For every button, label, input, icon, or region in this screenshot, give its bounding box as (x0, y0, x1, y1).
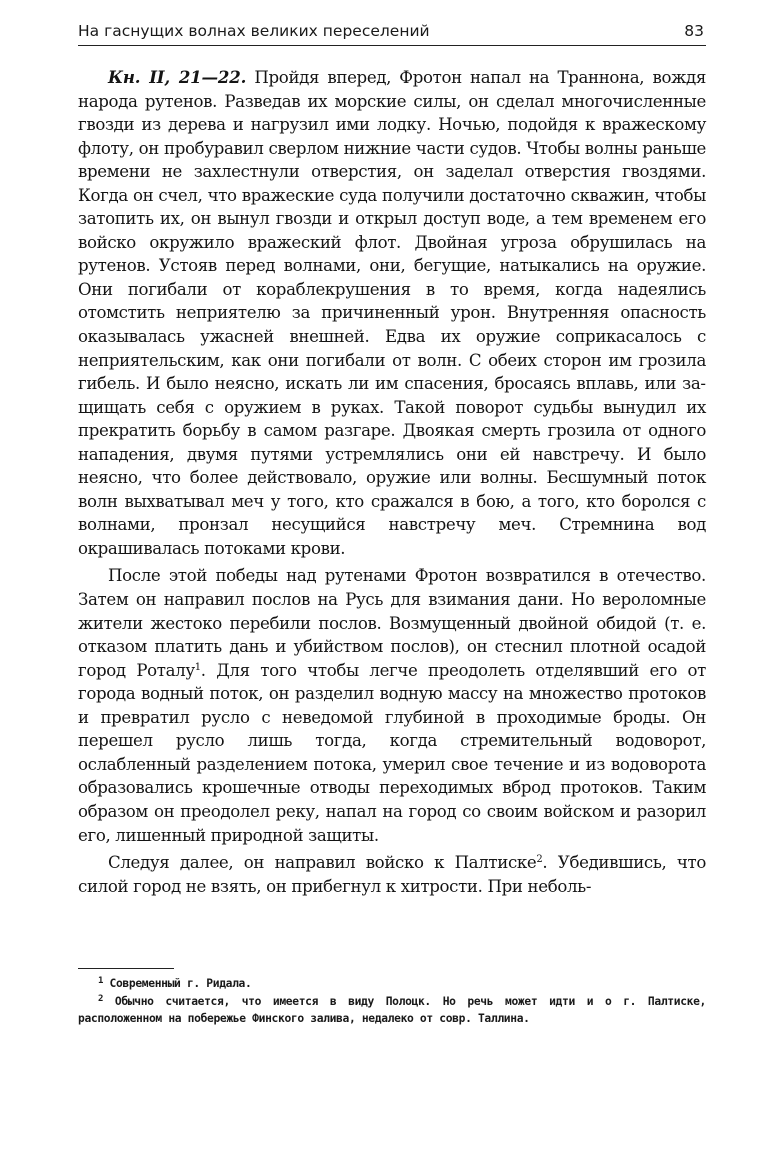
paragraph-2 (78, 564, 706, 847)
footnotes (78, 975, 706, 1028)
footnote-1-mark: 1 (98, 976, 104, 986)
paragraph-3 (78, 851, 706, 898)
footnote-ref-2: 2 (536, 854, 543, 866)
paragraph-3-text-b: . Убедившись, что силой город не взять, он прибегнул к хитрости. При неболь- (78, 853, 706, 896)
footnote-2 (78, 993, 706, 1028)
page-number: 83 (684, 22, 704, 40)
header-rule (78, 45, 706, 46)
paragraph-1 (78, 66, 706, 560)
footnote-1-text: Современный г. Ридала. (103, 977, 252, 990)
paragraph-2-text-b: . Для того чтобы легче преодолеть отделявший его от города водный поток, он разделил водную массу на множество протоков и превратил русло с неведомой глубиной в проходимые броды. Он перешел русло лишь тогда, когда стремительный водоворот, ослабленный разделением потока, умерил свое течение и из водоворота образовались крошечные отводы переходимых вброд протоков. Таким образом он преодолел реку, напал на город со своим войском и разорил его, лишенный природной защиты. (78, 660, 706, 845)
paragraph-1-text: Пройдя вперед, Фротон напал на Траннона, вождя народа рутенов. Разведав их морские силы, он сделал многочисленные гвозди из дерева и нагрузил ими лодку. Ночью, подойдя к вражескому флоту, он пробуравил сверлом нижние части судов. Чтобы волны раньше времени не захлестнули отверстия, он заделал отверстия гвоздями. Когда он счел, что вражеские суда получили достаточно скважин, чтобы затопить их, он вынул гвозди и открыл доступ воде, а тем временем его войско окружило вражеский флот. Двойная угроза обрушилась на рутенов. Устояв перед волнами, они, бегущие, натыкались на оружие. Они погибали от кораблекрушения в то время, когда надеялись отомстить неприятелю за причиненный урон. Внутренняя опасность оказывалась ужасней внешней. Едва их оружие соприкасалось с неприятельским, как они погибали от волн. С обеих сторон им грозила гибель. И было неясно, искать ли им спасения, бросаясь вплавь, или защищать себя с оружием в руках. Такой поворот судьбы вынудил их прекратить борьбу в самом разгаре. Двоякая смерть грозила от одного нападения, двумя путями устремлялись они ей навстречу. И было неясно, что более действовало, оружие или волны. Бесшумный поток волн выхватывал меч у того, кто сражался в бою, а того, кто боролся с волнами, пронзал несущийся навстречу меч. Стремнина вод окрашивалась потоками крови. (78, 68, 706, 558)
main-text (78, 66, 706, 898)
book-reference: Кн. II, 21—22. (108, 67, 247, 87)
running-title: На гаснущих волнах великих переселений (78, 22, 430, 40)
footnote-rule (78, 968, 174, 969)
paragraph-3-text-a: Следуя далее, он направил войско к Палтиске (108, 853, 537, 873)
footnote-2-mark: 2 (98, 993, 104, 1004)
paragraph-2-text-a: После этой победы над рутенами Фротон возвратился в отечество. Затем он направил послов на Русь для взимания дани. Но вероломные жители жестоко перебили послов. Возмущенный двойной обидой (т. е. отказом платить дань и убийством послов), он стеснил плотной осадой город Роталу (78, 566, 706, 680)
footnote-ref-1: 1 (194, 661, 201, 673)
footnote-1 (78, 975, 706, 993)
footnote-2-text: Обычно считается, что имеется в виду Полоцк. Но речь может идти и о г. Палтиске, расположенном на побережье Финского залива, недалеко от совр. Таллина. (78, 994, 706, 1025)
running-header (78, 20, 706, 44)
